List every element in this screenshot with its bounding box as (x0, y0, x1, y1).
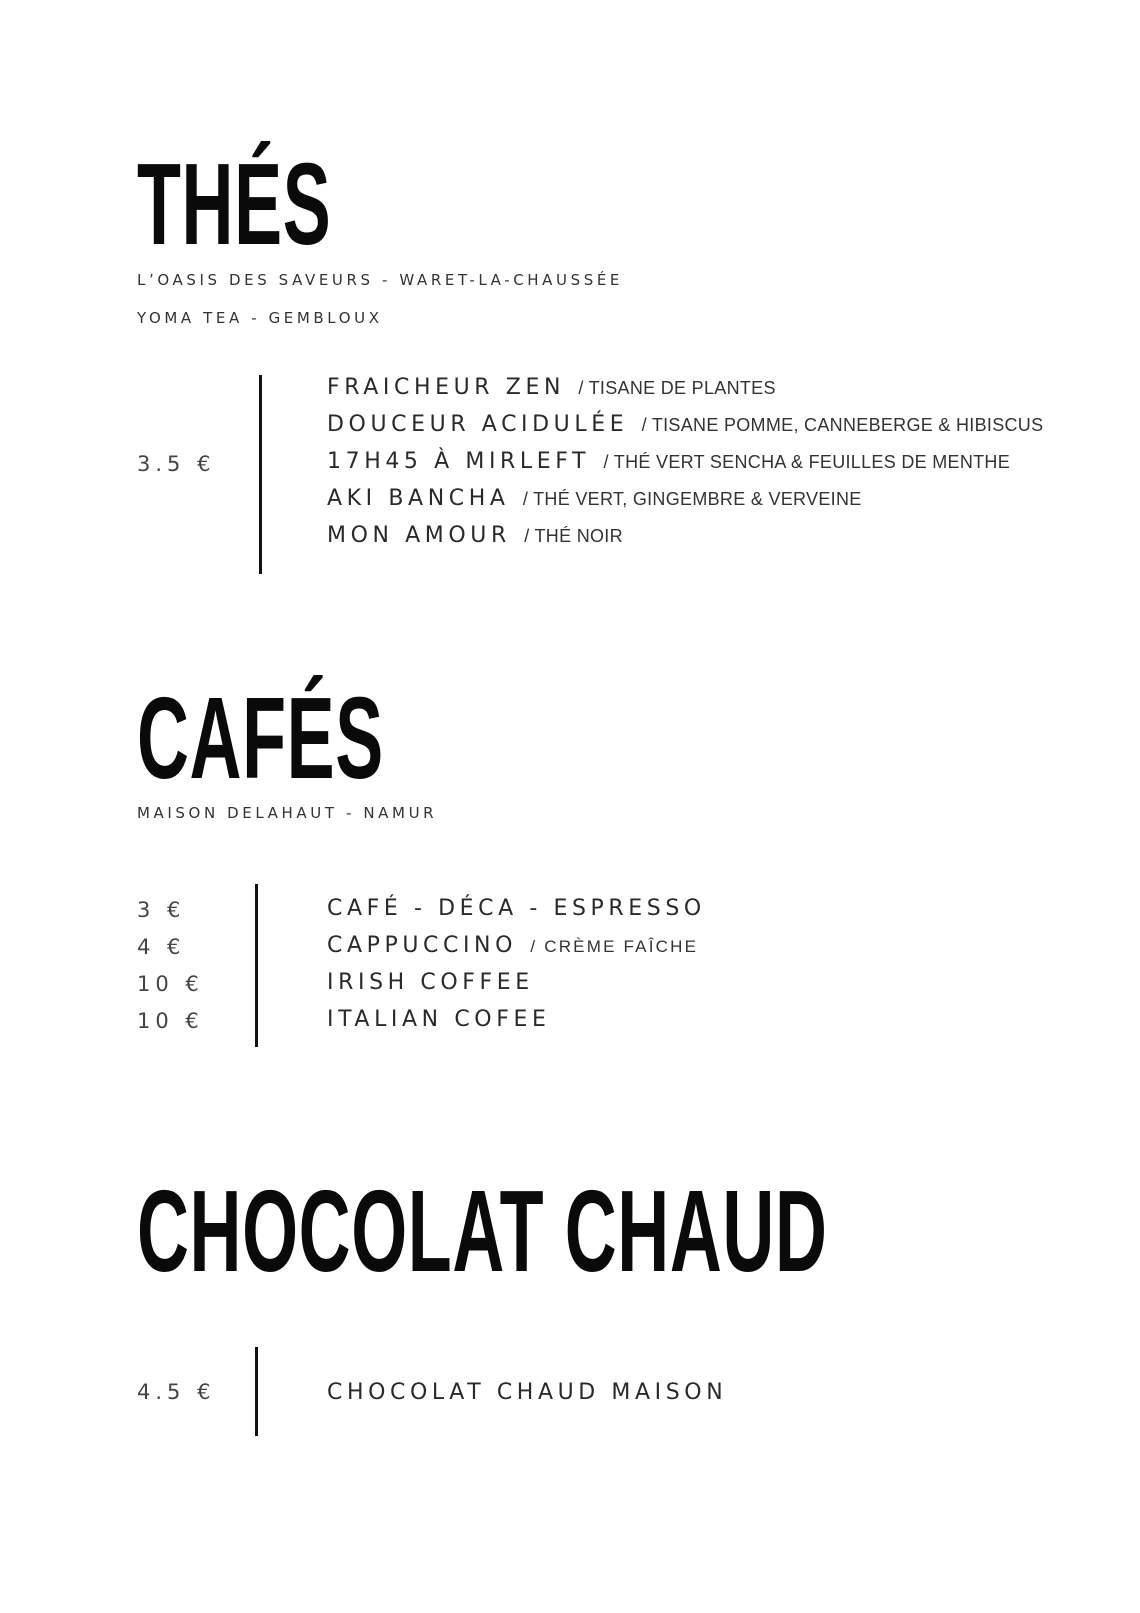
menu-item-chocolat (327, 1382, 727, 1404)
price-cappuccino: 4 € (137, 935, 186, 959)
supplier-oasis: L’OASIS DES SAVEURS - WARET-LA-CHAUSSÉE (137, 271, 624, 289)
price-italian-coffee: 10 € (137, 1009, 204, 1033)
section-title-cafes: CAFÉS (137, 673, 384, 803)
item-name: CAPPUCCINO (327, 933, 518, 958)
item-description: / TISANE DE PLANTES (578, 378, 776, 398)
price-chocolat: 4.5 € (137, 1380, 216, 1404)
item-description: / THÉ VERT, GINGEMBRE & VERVEINE (522, 489, 862, 509)
item-name: 17H45 À MIRLEFT (327, 449, 591, 474)
supplier-yoma: YOMA TEA - GEMBLOUX (137, 309, 383, 327)
item-description: / CRÈME FAÎCHE (530, 937, 699, 956)
item-name: AKI BANCHA (327, 486, 510, 511)
item-name: IRISH COFFEE (327, 970, 534, 995)
item-name: CHOCOLAT CHAUD MAISON (327, 1380, 728, 1405)
price-thes: 3.5 € (137, 452, 216, 476)
menu-item-thes (327, 451, 1010, 473)
item-description: / THÉ VERT SENCHA & FEUILLES DE MENTHE (603, 452, 1011, 472)
menu-item-thes (327, 525, 623, 547)
item-name: ITALIAN COFEE (327, 1007, 551, 1032)
section-title-thes: THÉS (137, 139, 332, 269)
price-cafe: 3 € (137, 898, 186, 922)
divider-cafes (255, 884, 258, 1047)
menu-item-cafe (327, 898, 706, 920)
item-description: / THÉ NOIR (524, 526, 623, 546)
menu-item-cafe (327, 935, 698, 957)
menu-item-thes (327, 414, 1043, 436)
divider-chocolat (255, 1347, 258, 1436)
item-name: CAFÉ - DÉCA - ESPRESSO (327, 896, 706, 921)
price-irish-coffee: 10 € (137, 972, 204, 996)
item-description: / TISANE POMME, CANNEBERGE & HIBISCUS (641, 415, 1044, 435)
section-title-chocolat: CHOCOLAT CHAUD (137, 1166, 828, 1296)
menu-item-thes (327, 488, 862, 510)
item-name: DOUCEUR ACIDULÉE (327, 412, 629, 437)
divider-thes (259, 375, 262, 574)
supplier-delahaut: MAISON DELAHAUT - NAMUR (137, 804, 438, 822)
item-name: MON AMOUR (327, 523, 511, 548)
menu-item-cafe (327, 1009, 550, 1031)
item-name: FRAICHEUR ZEN (327, 375, 566, 400)
menu-item-thes (327, 377, 776, 399)
menu-item-cafe (327, 972, 534, 994)
